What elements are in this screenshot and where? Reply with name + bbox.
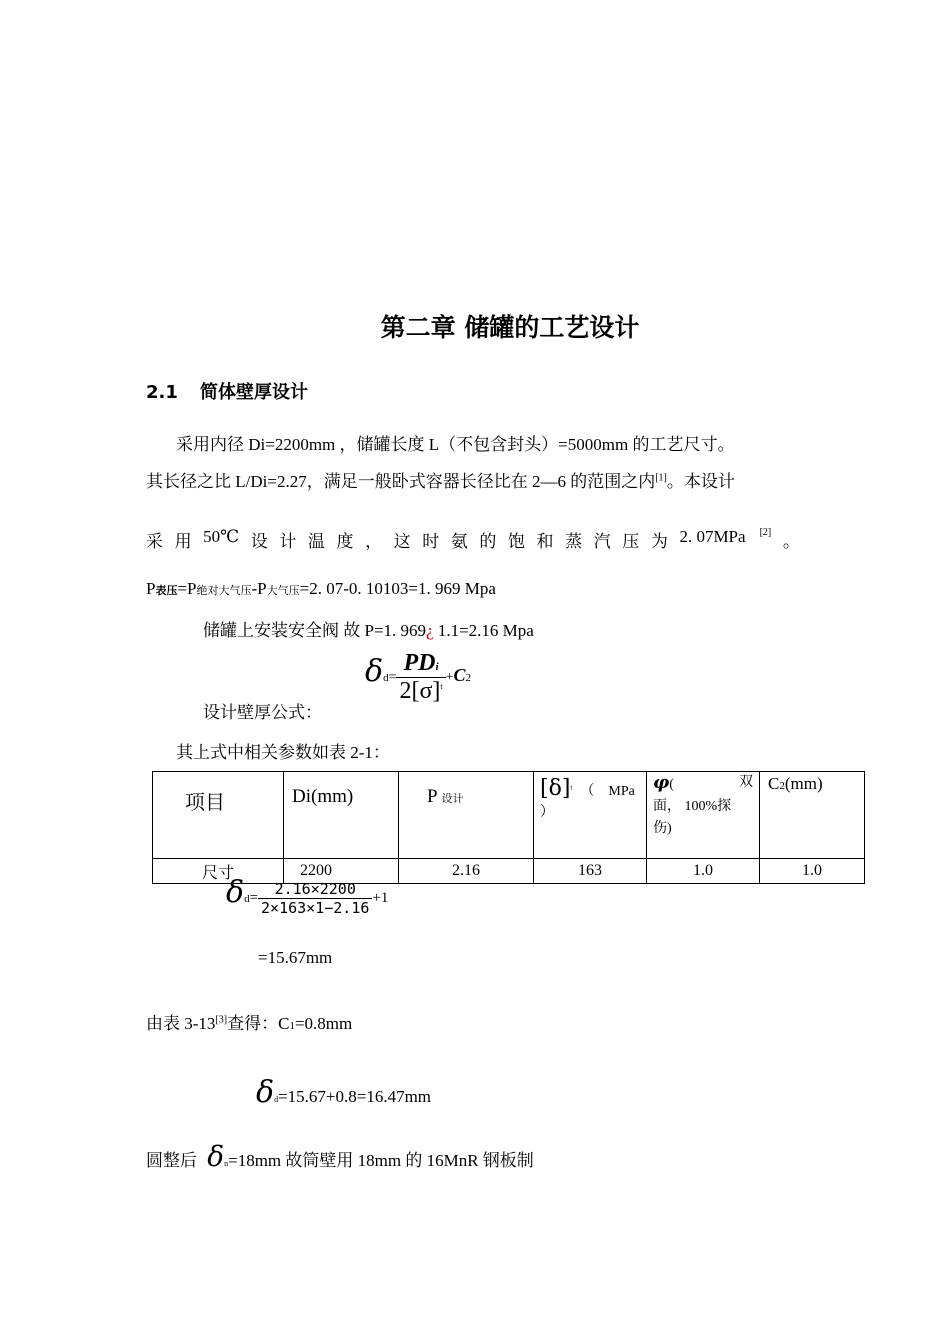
justified-char: 氨 xyxy=(450,532,468,551)
numerator-subscript: i xyxy=(435,661,439,673)
pressure-symbol: P xyxy=(146,579,156,598)
paragraph-line-2-text: 其长径之比 L/Di=2.27，满足一般卧式容器长径比在 2—6 的范围之内 xyxy=(146,472,656,491)
section-heading xyxy=(146,378,308,404)
justified-char: 度 xyxy=(336,532,354,551)
final-text: 圆整后 xyxy=(146,1151,202,1170)
justified-char: 时 xyxy=(422,532,440,551)
phi-symbol: φ xyxy=(653,772,670,793)
calc-subscript: d xyxy=(274,1095,279,1104)
delta-symbol: δ xyxy=(256,1075,275,1110)
header-item: 项目 xyxy=(153,772,284,859)
formula-subscript: d xyxy=(383,672,389,685)
table-cell: 2.16 xyxy=(399,859,534,884)
c1-subscript: 1 xyxy=(289,1020,295,1032)
justified-char: 汽 xyxy=(593,532,611,551)
phi-text: 面， 100%探 xyxy=(653,799,732,814)
thickness-sum: =15.67+0.8=16.47mm xyxy=(278,1087,432,1106)
unit-bracket: （ xyxy=(580,784,595,799)
calc-denominator: 2×163×1−2.16 xyxy=(261,898,370,917)
chapter-title: 第二章 储罐的工艺设计 xyxy=(380,313,640,342)
justified-char: 采 xyxy=(146,532,163,551)
unit-text: MPa xyxy=(608,784,635,799)
justified-char: 的 xyxy=(479,532,497,551)
denominator-superscript: t xyxy=(440,682,443,691)
pressure-subscript: 绝对大气压 xyxy=(196,585,252,597)
pressure-subscript: 大气压 xyxy=(266,585,300,597)
formula-fraction xyxy=(396,650,445,705)
header-di: Di(mm) xyxy=(284,772,399,859)
denominator-text: 2[σ] xyxy=(399,678,441,704)
corrosion-symbol: C xyxy=(453,665,466,686)
pressure-value xyxy=(679,527,771,552)
thickness-sum-line xyxy=(256,1075,431,1110)
justified-char: 计 xyxy=(279,532,297,551)
equals-sign: = xyxy=(249,890,259,906)
parameter-table xyxy=(152,771,865,884)
c1-text: 查得：C xyxy=(227,1014,290,1033)
justified-char: 蒸 xyxy=(565,532,583,551)
calc-tail: +1 xyxy=(372,890,389,906)
calc-numerator: 2.16×2200 xyxy=(258,880,372,899)
stress-symbol: [δ] xyxy=(540,776,571,801)
pressure-value-text: 2. 07MPa xyxy=(679,527,746,546)
table-cell: 1.0 xyxy=(647,859,760,884)
justified-char: 压 xyxy=(622,532,640,551)
formula-numerator xyxy=(396,650,445,678)
thickness-calculation xyxy=(226,875,388,917)
header-p-text: P xyxy=(427,786,437,807)
safety-valve-line xyxy=(203,616,534,641)
paragraph-line-1: 采用内径 Di=2200mm ，储罐长度 L（不包含封头）=5000mm 的工艺尺寸。 xyxy=(176,435,735,454)
table-cell: 尺寸 xyxy=(153,859,284,884)
pressure-symbol: -P xyxy=(251,579,267,598)
reference-2: [2] xyxy=(759,527,772,539)
table-cell: 2200 xyxy=(284,859,399,884)
table-cell: 1.0 xyxy=(760,859,865,884)
delta-symbol: δ xyxy=(365,654,384,690)
justified-char: 这 xyxy=(393,532,411,551)
justified-line xyxy=(146,527,800,552)
final-line xyxy=(146,1140,534,1173)
paragraph-line-2 xyxy=(146,467,735,492)
section-title: 简体壁厚设计 xyxy=(200,382,308,403)
pressure-value: =2. 07-0. 10103=1. 969 Mpa xyxy=(299,579,496,598)
header-p xyxy=(399,772,534,859)
pressure-subscript: 表压 xyxy=(155,585,178,597)
calc-fraction xyxy=(258,880,372,917)
header-allowable-stress xyxy=(534,772,647,859)
corrosion-subscript: 2 xyxy=(465,672,472,685)
table-cell: 163 xyxy=(534,859,647,884)
formula-label: 设计壁厚公式： xyxy=(203,703,322,722)
formula-denominator xyxy=(396,678,445,705)
c1-value: =0.8mm xyxy=(294,1014,353,1033)
phi-text: 双 xyxy=(739,775,753,790)
header-p-subscript: 设计 xyxy=(441,793,464,805)
header-c2 xyxy=(760,772,865,859)
wall-thickness-formula xyxy=(365,650,471,705)
stress-superscript: t xyxy=(570,783,573,792)
delta-symbol: δ xyxy=(226,875,245,910)
justified-char: 。 xyxy=(782,532,800,551)
justified-char: 50℃ xyxy=(203,527,240,546)
phi-text: 伤) xyxy=(653,821,672,836)
c-subscript: 2 xyxy=(779,780,785,792)
section-number: 2.1 xyxy=(146,382,178,403)
safety-text: 储罐上安装安全阀 故 P=1. 969 xyxy=(203,621,427,640)
header-weld-coefficient xyxy=(647,772,760,859)
plus-sign: + xyxy=(445,670,454,686)
calc-subscript: d xyxy=(244,893,250,905)
numerator-text: PD xyxy=(403,650,436,676)
c1-line xyxy=(146,1009,352,1034)
delta-symbol: δ xyxy=(207,1140,225,1173)
paragraph-line-2-tail: 。本设计 xyxy=(666,472,735,491)
justified-char: ， xyxy=(365,532,383,551)
gauge-pressure-line xyxy=(146,579,496,599)
phi-bracket: ( xyxy=(669,777,674,792)
table-intro: 其上式中相关参数如表 2-1： xyxy=(176,743,390,762)
final-text: =18mm 故筒壁用 18mm 的 16MnR 钢板制 xyxy=(228,1151,534,1170)
justified-char: 为 xyxy=(650,532,668,551)
safety-value: 1.1=2.16 Mpa xyxy=(433,621,534,640)
justified-char: 温 xyxy=(307,532,325,551)
c-unit: (mm) xyxy=(784,774,823,793)
table-header-row xyxy=(153,772,865,859)
unit-bracket: ） xyxy=(540,805,554,820)
c-symbol: C xyxy=(768,774,780,793)
pressure-symbol: =P xyxy=(177,579,197,598)
justified-char: 和 xyxy=(536,532,554,551)
justified-char: 用 xyxy=(174,532,192,551)
final-subscript: n xyxy=(224,1159,229,1168)
reference-1: [1] xyxy=(655,472,667,484)
c1-text: 由表 3-13 xyxy=(146,1014,216,1033)
multiply-mark: ¿ xyxy=(426,621,434,640)
reference-3: [3] xyxy=(215,1014,228,1026)
calc-result: =15.67mm xyxy=(258,948,333,967)
justified-char: 饱 xyxy=(507,532,525,551)
justified-char: 设 xyxy=(250,532,268,551)
equals-sign: = xyxy=(388,670,397,686)
